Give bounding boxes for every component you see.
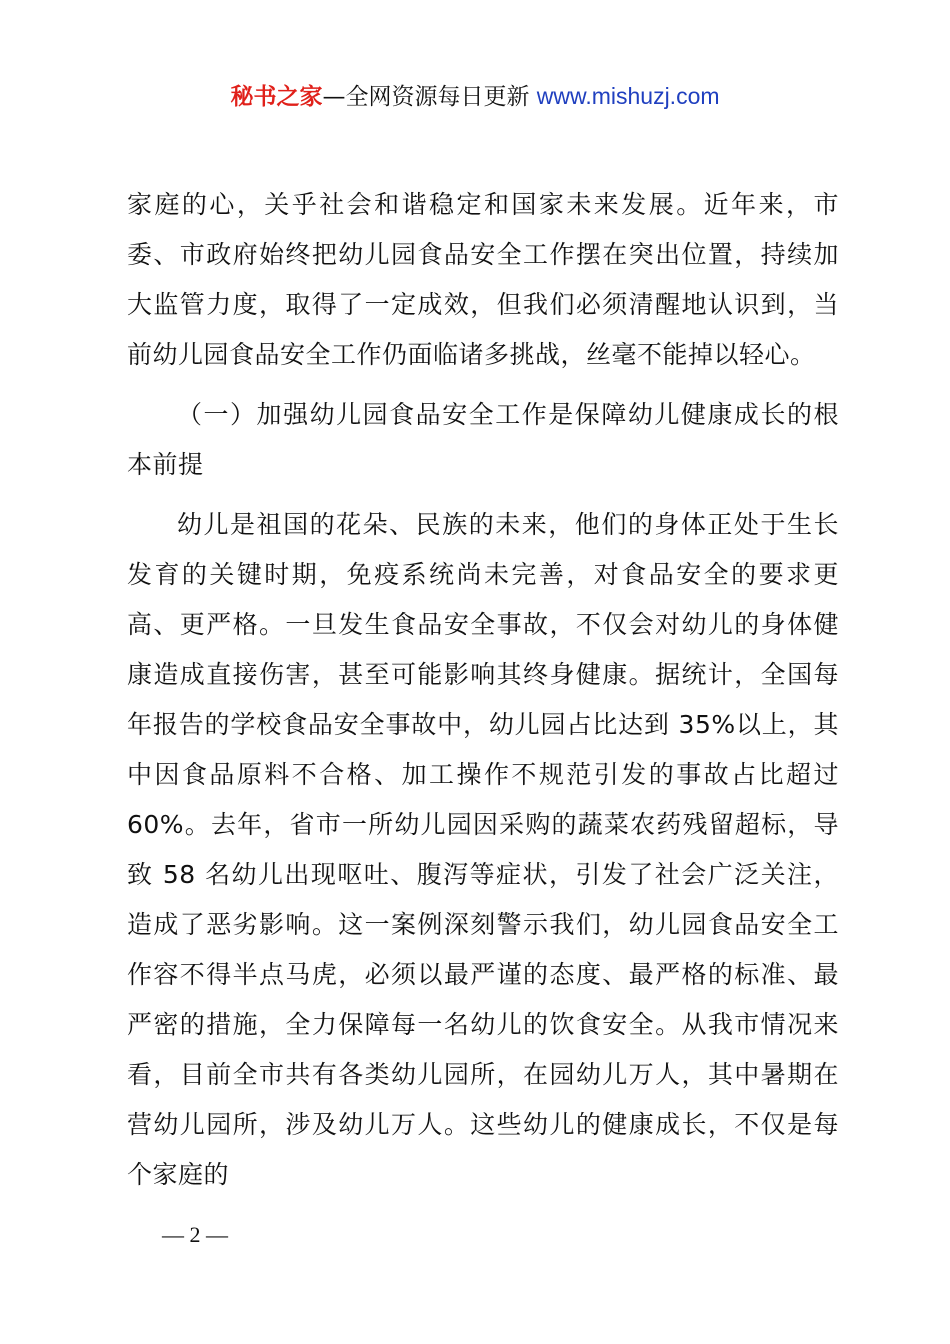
site-brand: 秘书之家: [230, 84, 323, 110]
paragraph-continuation: 家庭的心，关乎社会和谐稳定和国家未来发展。近年来，市委、市政府始终把幼儿园食品安全工作摆在突出位置，持续加大监管力度，取得了一定成效，但我们必须清醒地认识到，当前幼儿园食品安全工作仍面临诸多挑战，丝毫不能掉以轻心。: [127, 190, 839, 369]
section-heading: （一）加强幼儿园食品安全工作是保障幼儿健康成长的根本前提: [127, 400, 839, 479]
page-number: — 2 —: [162, 1222, 228, 1247]
site-url-link[interactable]: www.mishuzj.com: [536, 83, 720, 109]
document-body: [127, 180, 839, 1200]
page-header: [0, 78, 950, 115]
paragraph-body: 幼儿是祖国的花朵、民族的未来，他们的身体正处于生长发育的关键时期，免疫系统尚未完善，对食品安全的要求更高、更严格。一旦发生食品安全事故，不仅会对幼儿的身体健康造成直接伤害，甚至可能影响其终身健康。据统计，全国每年报告的学校食品安全事故中，幼儿园占比达到 35%以上，其中因食品原料不合格、加工操作不规范引发的事故占比超过 60%。去年，省市一所幼儿园因采购的蔬菜农药残留超标，导致 58 名幼儿出现呕吐、腹泻等症状，引发了社会广泛关注，造成了恶劣影响。这一案例深刻警示我们，幼儿园食品安全工作容不得半点马虎，必须以最严谨的态度、最严格的标准、最严密的措施，全力保障每一名幼儿的饮食安全。从我市情况来看，目前全市共有各类幼儿园所，在园幼儿万人，其中暑期在营幼儿园所，涉及幼儿万人。这些幼儿的健康成长，不仅是每个家庭的: [127, 510, 839, 1189]
site-tagline: —全网资源每日更新: [322, 84, 530, 110]
